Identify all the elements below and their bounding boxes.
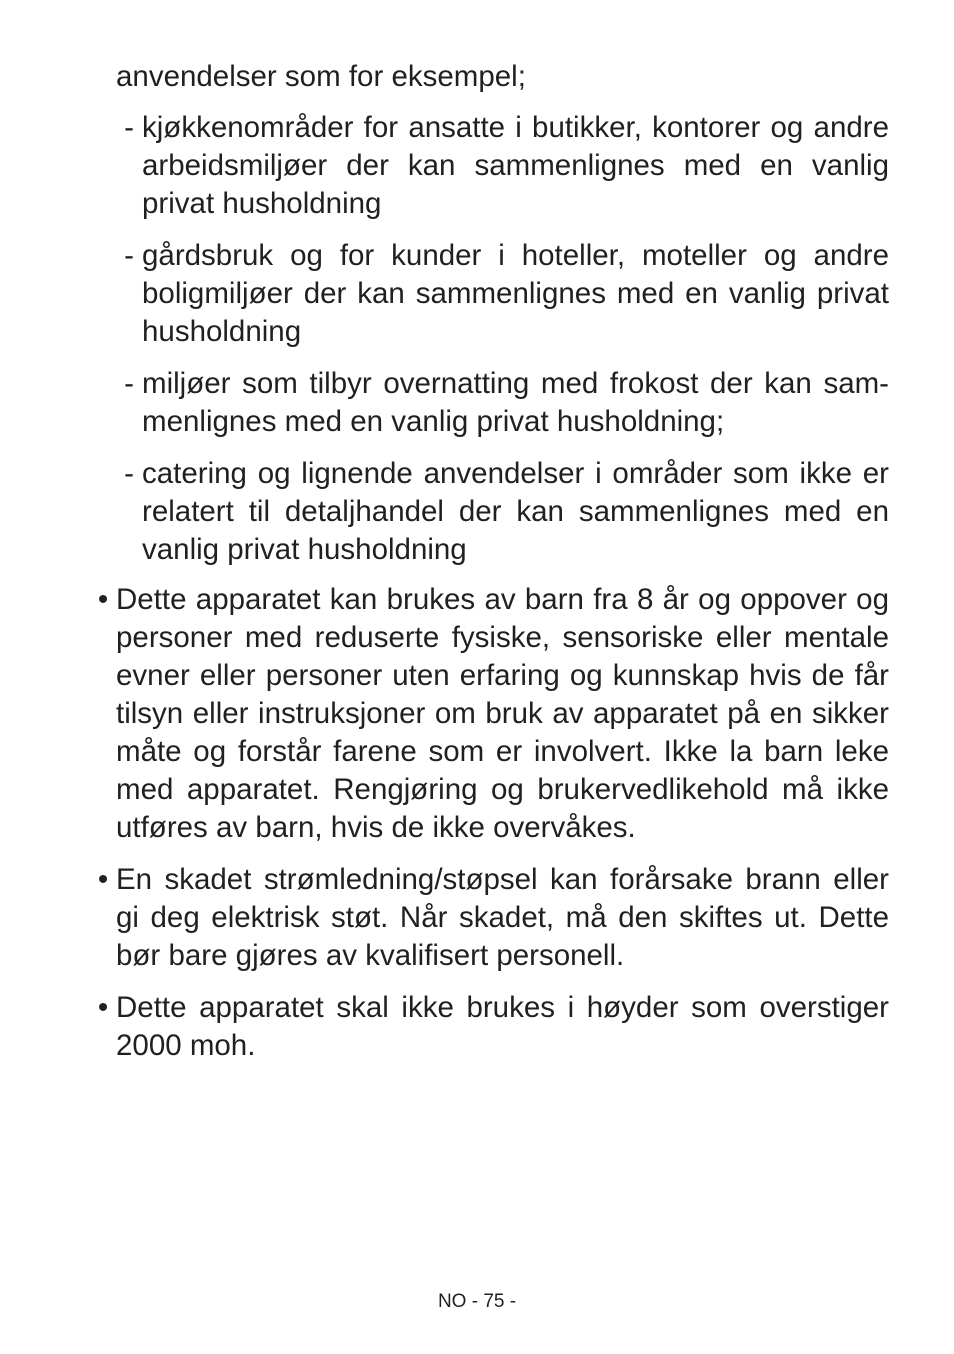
list-item	[90, 861, 889, 975]
list-item-text: En skadet strømledning/støpsel kan forårsake brann eller gi deg elektrisk støt. Når skadet, må den skiftes ut. Dette bør bare gjøres av kvalifisert personell.	[116, 863, 889, 972]
bullet-marker: •	[97, 583, 109, 616]
safety-bullet-list	[90, 581, 889, 1079]
list-item	[90, 989, 889, 1065]
list-item	[90, 581, 889, 847]
list-item-text: Dette apparatet kan brukes av barn fra 8 år og oppover og personer med reduserte fysiske, sensoriske eller mentale evner eller personer uten erfaring og kunnskap hvis de får tilsyn eller instruksjoner om bruk av apparatet på en sikker måte og forstår farene som er involvert. Ikke la barn leke med apparatet. Rengjøring og brukervedlikehold må ikke utføres av barn, hvis de ikke overvåkes.	[116, 583, 889, 844]
list-item	[116, 237, 889, 351]
usage-examples-list	[116, 109, 889, 583]
bullet-marker: •	[97, 863, 109, 896]
list-item-text: gårdsbruk og for kunder i hoteller, moteller og andre boligmiljøer der kan sammenlignes med en vanlig privat husholdning	[142, 239, 889, 348]
dash-marker: -	[124, 367, 134, 400]
list-item-text: catering og lignende anvendelser i områder som ikke er relatert til detaljhandel der kan sammenlignes med en vanlig privat husholdning	[142, 457, 889, 566]
intro-text: anvendelser som for eksempel;	[116, 60, 526, 93]
dash-marker: -	[124, 111, 134, 144]
bullet-marker: •	[97, 991, 109, 1024]
list-item	[116, 109, 889, 223]
list-item	[116, 365, 889, 441]
list-item-text: kjøkkenområder for ansatte i butikker, kontorer og andre arbeidsmiljøer der kan sammenlignes med en vanlig privat husholdning	[142, 111, 889, 220]
dash-marker: -	[124, 239, 134, 272]
dash-marker: -	[124, 457, 134, 490]
list-item-text: miljøer som tilbyr overnatting med frokost der kan sammenlignes med en vanlig privat husholdning;	[142, 367, 889, 438]
list-item	[116, 455, 889, 569]
page-number: NO - 75 -	[437, 1291, 517, 1312]
list-item-text: Dette apparatet skal ikke brukes i høyder som overstiger 2000 moh.	[116, 991, 889, 1062]
